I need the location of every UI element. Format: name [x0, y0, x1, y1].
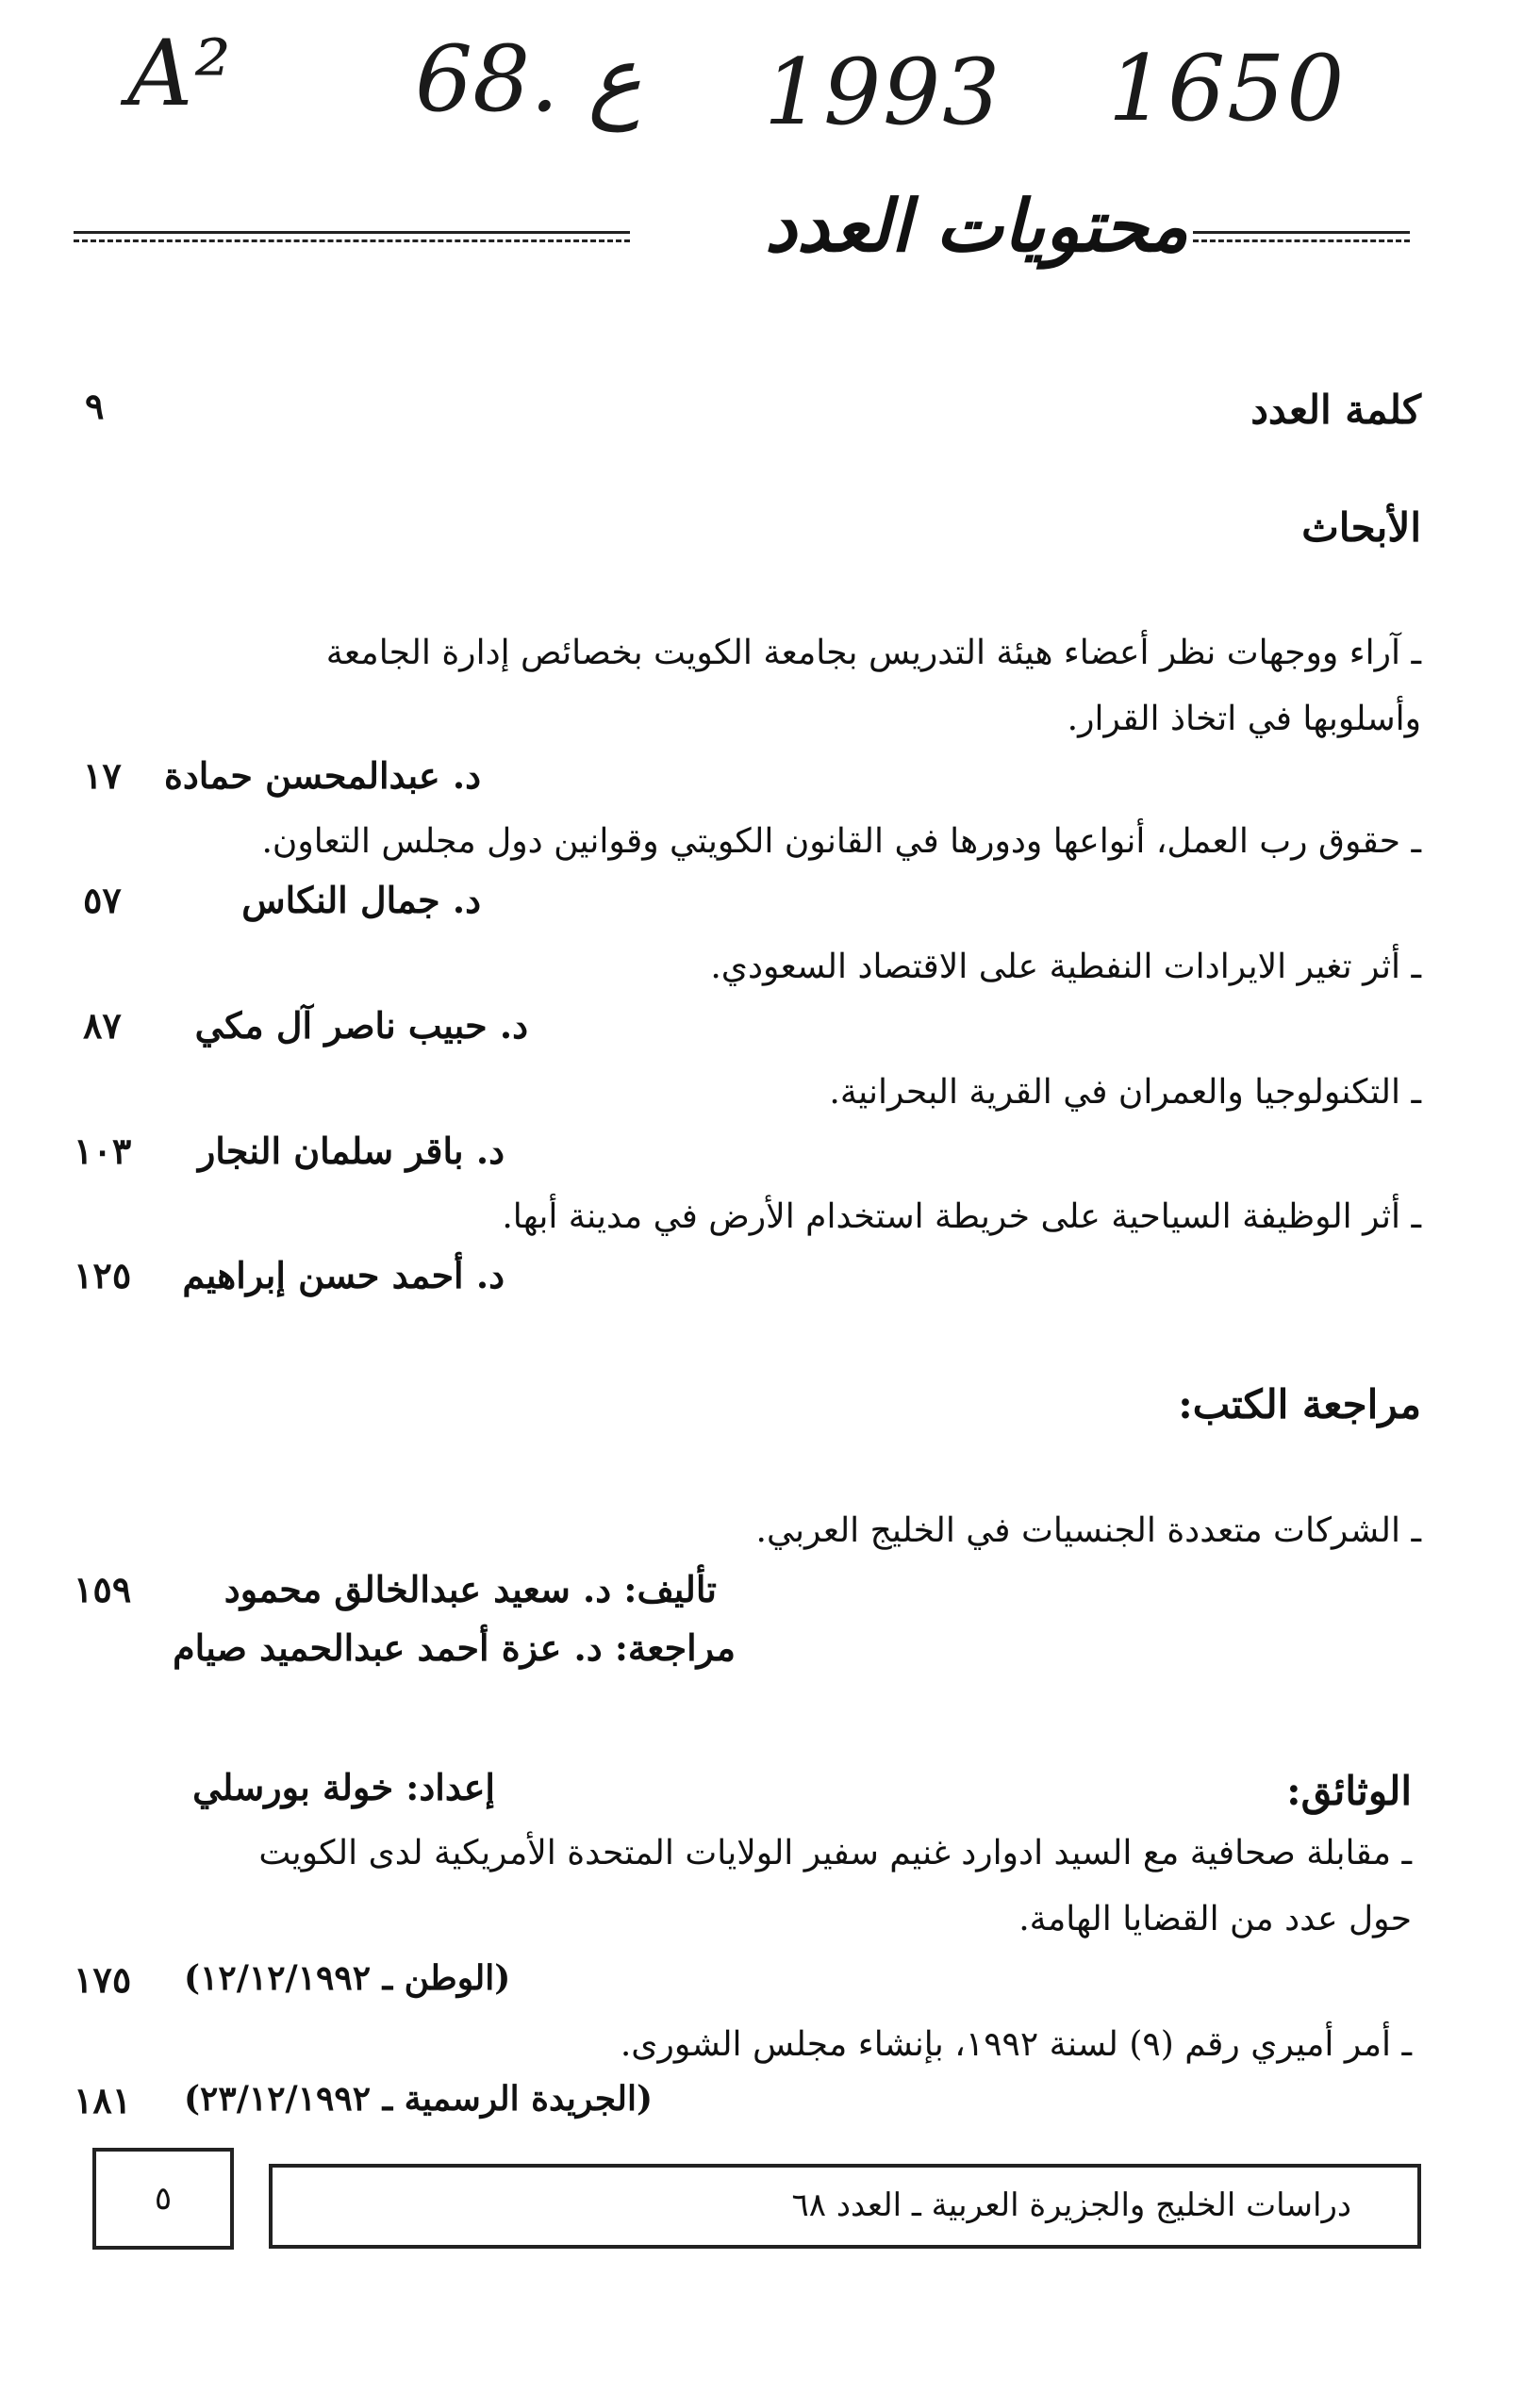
research-1-title-line1: ـ آراء ووجهات نظر أعضاء هيئة التدريس بجامعة الكويت بخصائص إدارة الجامعة: [325, 634, 1421, 672]
research-1-page: ١٧: [83, 754, 122, 797]
handwritten-mark-1650: 1650: [1108, 36, 1347, 141]
research-1-title-line2: وأسلوبها في اتخاذ القرار.: [1067, 700, 1421, 738]
footer-journal-title: دراسات الخليج والجزيرة العربية ـ العدد ٦٨: [791, 2186, 1351, 2224]
handwritten-mark-68: 68. ع: [415, 26, 642, 132]
reviews-reviewer-line: مراجعة: د. عزة أحمد عبدالحميد صيام: [173, 1626, 736, 1669]
title-rule-left: [74, 231, 630, 244]
documents-prepared-by: إعداد: خولة بورسلي: [192, 1766, 495, 1808]
research-3-author: د. حبيب ناصر آل مكي: [194, 1004, 528, 1047]
research-1-author: د. عبدالمحسن حمادة: [163, 754, 481, 797]
documents-2-page: ١٨١: [74, 2079, 132, 2121]
research-2-author: د. جمال النكاس: [241, 879, 481, 921]
editorial-label: كلمة العدد: [1250, 387, 1421, 433]
research-heading: الأبحاث: [1301, 504, 1421, 551]
documents-1-source: (الوطن ـ ١٢/١٢/١٩٩٢): [184, 1958, 511, 1998]
editorial-page: ٩: [85, 385, 105, 427]
research-4-author: د. باقر سلمان النجار: [197, 1130, 505, 1172]
research-4-page: ١٠٣: [74, 1130, 132, 1172]
documents-heading: الوثائق:: [1286, 1768, 1412, 1814]
page-title: محتويات العدد: [765, 184, 1188, 268]
reviews-page: ١٥٩: [74, 1568, 132, 1610]
research-3-page: ٨٧: [83, 1004, 122, 1047]
footer-page-box: [92, 2148, 234, 2250]
footer-journal-box: [269, 2164, 1421, 2249]
reviews-heading: مراجعة الكتب:: [1178, 1381, 1421, 1427]
handwritten-mark-a2: A²: [127, 21, 233, 126]
documents-2-title: ـ أمر أميري رقم (٩) لسنة ١٩٩٢، بإنشاء مجلس الشورى.: [620, 2025, 1412, 2064]
research-3-title: ـ أثر تغير الايرادات النفطية على الاقتصاد السعودي.: [710, 948, 1421, 986]
handwritten-mark-1993: 1993: [764, 40, 1002, 145]
documents-1-line2: حول عدد من القضايا الهامة.: [1018, 1900, 1412, 1938]
research-5-author: د. أحمد حسن إبراهيم: [182, 1254, 505, 1296]
research-2-page: ٥٧: [83, 879, 122, 921]
documents-2-source: (الجريدة الرسمية ـ ٢٣/١٢/١٩٩٢): [184, 2079, 654, 2119]
research-5-title: ـ أثر الوظيفة السياحية على خريطة استخدام الأرض في مدينة أبها.: [502, 1197, 1421, 1236]
research-5-page: ١٢٥: [74, 1254, 132, 1296]
title-rule-right: [1193, 231, 1410, 244]
research-2-title: ـ حقوق رب العمل، أنواعها ودورها في القانون الكويتي وقوانين دول مجلس التعاون.: [261, 822, 1421, 861]
reviews-author-line: تأليف: د. سعيد عبدالخالق محمود: [223, 1568, 717, 1610]
research-4-title: ـ التكنولوجيا والعمران في القرية البحرانية.: [829, 1073, 1421, 1112]
footer-page-number: ٥: [154, 2180, 173, 2218]
reviews-item-title: ـ الشركات متعددة الجنسيات في الخليج العربي.: [755, 1511, 1421, 1550]
documents-1-line1: ـ مقابلة صحافية مع السيد ادوارد غنيم سفير الولايات المتحدة الأمريكية لدى الكويت: [258, 1834, 1412, 1872]
documents-1-page: ١٧٥: [74, 1958, 132, 2001]
